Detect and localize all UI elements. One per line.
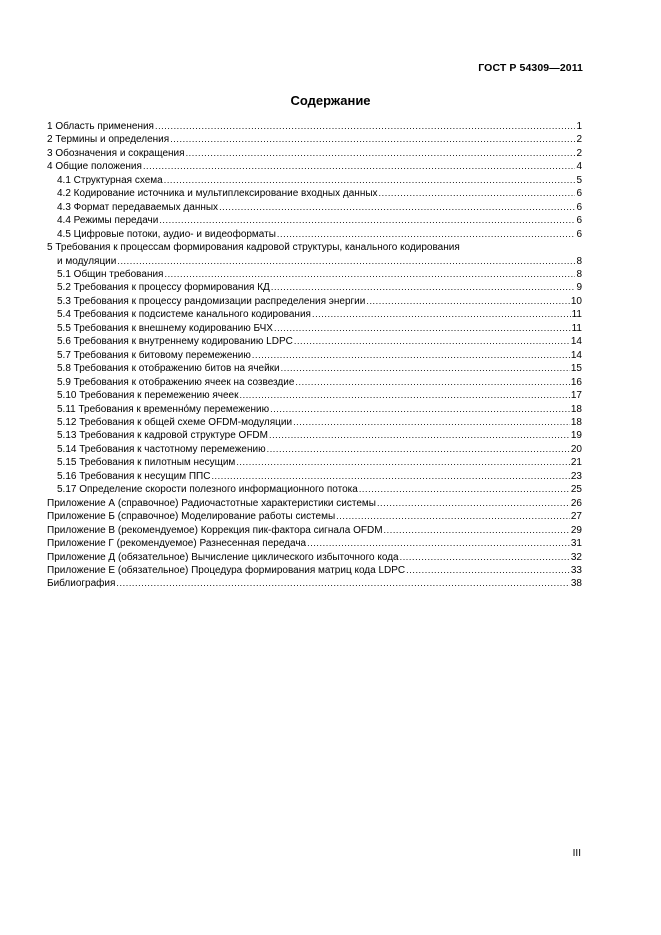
toc-entry-page: 10 — [570, 295, 582, 307]
toc-leader-dots — [359, 483, 570, 496]
toc-entry[interactable] — [47, 255, 582, 268]
toc-entry-title: 5.13 Требования к кадровой структуре OFDM — [57, 430, 268, 442]
toc-entry[interactable] — [47, 443, 582, 456]
toc-entry-page: 2 — [576, 134, 582, 146]
toc-entry-page: 6 — [576, 201, 582, 213]
toc-leader-dots — [219, 201, 575, 214]
toc-leader-dots — [270, 403, 570, 416]
toc-entry-page: 18 — [570, 403, 582, 415]
toc-entry-page: 38 — [570, 578, 582, 590]
toc-entry[interactable] — [47, 308, 582, 321]
toc-entry[interactable] — [47, 510, 582, 523]
toc-entry[interactable] — [47, 456, 582, 469]
toc-entry-page: 20 — [570, 443, 582, 455]
toc-entry-title: 4 Общие положения — [47, 161, 142, 173]
toc-entry[interactable] — [47, 201, 582, 214]
toc-entry[interactable] — [47, 174, 582, 187]
toc-entry-page: 16 — [570, 376, 582, 388]
toc-entry-page: 11 — [571, 309, 582, 321]
toc-entry-page: 14 — [570, 336, 582, 348]
toc-entry-page: 25 — [570, 484, 582, 496]
toc-leader-dots — [164, 268, 575, 281]
toc-entry[interactable] — [47, 524, 582, 537]
toc-entry-page: 14 — [570, 349, 582, 361]
toc-entry[interactable] — [47, 133, 582, 146]
toc-entry-page: 31 — [570, 538, 582, 550]
toc-entry[interactable] — [47, 564, 582, 577]
toc-title: Содержание — [290, 93, 371, 108]
toc-entry[interactable] — [47, 241, 582, 254]
toc-leader-dots — [277, 228, 575, 241]
toc-entry-title: 5.10 Требования к перемежению ячеек — [57, 390, 239, 402]
toc-entry-title: 5.16 Требования к несущим ППС — [57, 470, 211, 482]
toc-entry[interactable] — [47, 335, 582, 348]
toc-entry-page: 19 — [570, 430, 582, 442]
toc-entry-page: 6 — [576, 188, 582, 200]
toc-leader-dots — [274, 322, 571, 335]
toc-entry[interactable] — [47, 537, 582, 550]
toc-entry-title: 1 Область применения — [47, 121, 154, 132]
toc-entry-title: 5.5 Требования к внешнему кодированию БЧХ — [57, 322, 273, 334]
toc-entry[interactable] — [47, 214, 582, 227]
toc-leader-dots — [170, 133, 575, 146]
toc-entry-title: 5.15 Требования к пилотным несущим — [57, 457, 236, 469]
toc-entry-title: Приложение Д (обязательное) Вычисление циклического избыточного кода — [47, 551, 399, 563]
toc-leader-dots — [384, 524, 570, 537]
toc-entry-title: 4.5 Цифровые потоки, аудио- и видеоформаты — [57, 228, 276, 240]
toc-entry[interactable] — [47, 147, 582, 160]
page-number: III — [572, 848, 581, 859]
toc-entry-page: 15 — [570, 363, 582, 375]
toc-entry-page: 21 — [570, 457, 582, 469]
toc-entry-title: 5.12 Требования к общей схеме OFDM-модуляции — [57, 416, 293, 428]
toc-entry-page: 11 — [571, 322, 582, 334]
toc-leader-dots — [400, 551, 570, 564]
toc-leader-dots — [281, 362, 570, 375]
toc-entry-title: 3 Обозначения и сокращения — [47, 147, 185, 159]
toc-entry-title: и модуляции — [57, 255, 117, 267]
toc-entry-title: 5 Требования к процессам формирования кадровой структуры, канального кодирования — [47, 242, 460, 254]
toc-leader-dots — [211, 470, 569, 483]
toc-entry-title: 5.14 Требования к частотному перемежению — [57, 443, 266, 455]
toc-entry[interactable] — [47, 160, 582, 173]
toc-entry-page: 27 — [570, 511, 582, 523]
toc-entry[interactable] — [47, 577, 582, 590]
toc-leader-dots — [406, 564, 570, 577]
toc-entry-title: 5.6 Требования к внутреннему кодированию LDPC — [57, 336, 293, 348]
toc-entry[interactable] — [47, 470, 582, 483]
toc-leader-dots — [155, 120, 575, 133]
toc-entry-title: Приложение Б (справочное) Моделирование работы системы — [47, 511, 336, 523]
toc-leader-dots — [366, 295, 570, 308]
toc-entry[interactable] — [47, 551, 582, 564]
toc-leader-dots — [271, 281, 575, 294]
toc-entry-page: 6 — [576, 215, 582, 227]
toc-leader-dots — [252, 349, 570, 362]
toc-leader-dots — [295, 376, 569, 389]
toc-leader-dots — [240, 389, 570, 402]
toc-entry[interactable] — [47, 429, 582, 442]
toc-entry-title: 5.1 Общин требования — [57, 268, 164, 280]
toc-entry-title: 5.17 Определение скорости полезного информационного потока — [57, 484, 358, 496]
toc-entry-title: Приложение Г (рекомендуемое) Разнесенная передача — [47, 538, 307, 550]
toc-entry[interactable] — [47, 376, 582, 389]
toc-entry[interactable] — [47, 322, 582, 335]
toc-entry-title: 5.4 Требования к подсистеме канального кодирования — [57, 309, 311, 321]
toc-leader-dots — [159, 214, 575, 227]
toc-leader-dots — [116, 577, 569, 590]
toc-entry-title: 5.8 Требования к отображению битов на ячейки — [57, 363, 280, 375]
toc-entry[interactable] — [47, 497, 582, 510]
toc-entry-page: 23 — [570, 470, 582, 482]
toc-entry[interactable] — [47, 416, 582, 429]
toc-entry-title: Приложение Е (обязательное) Процедура формирования матриц кода LDPC — [47, 564, 406, 576]
toc-leader-dots — [186, 147, 575, 160]
toc-entry[interactable] — [47, 389, 582, 402]
toc-entry-page: 18 — [570, 416, 582, 428]
toc-entry[interactable] — [47, 483, 582, 496]
toc-entry-page: 8 — [576, 255, 582, 267]
toc-entry-title: 5.3 Требования к процессу рандомизации распределения энергии — [57, 295, 366, 307]
toc-entry-page: 26 — [570, 497, 582, 509]
toc-leader-dots — [117, 255, 575, 268]
toc-entry-title: 5.11 Требования к временно́му перемежению — [57, 403, 270, 415]
toc-entry-title: Приложение А (справочное) Радиочастотные характеристики системы — [47, 497, 376, 509]
toc-entry-page: 17 — [570, 390, 582, 402]
toc-entry[interactable] — [47, 120, 582, 133]
toc-entry-page: 5 — [576, 174, 582, 186]
toc-leader-dots — [164, 174, 575, 187]
toc-entry-page: 29 — [570, 524, 582, 536]
toc-entry-title: 5.9 Требования к отображению ячеек на созвездие — [57, 376, 295, 388]
toc-entry-page: 32 — [570, 551, 582, 563]
toc-entry-page: 2 — [576, 147, 582, 159]
toc-entry-title: Приложение В (рекомендуемое) Коррекция пик-фактора сигнала OFDM — [47, 524, 383, 536]
toc-entry-page: 8 — [576, 268, 582, 280]
toc-entry-page: 6 — [576, 228, 582, 240]
toc-entry-title: 4.2 Кодирование источника и мультиплексирование входных данных — [57, 188, 378, 200]
toc-entry[interactable] — [47, 268, 582, 281]
toc-leader-dots — [294, 335, 570, 348]
toc-entry-title: 4.1 Структурная схема — [57, 174, 163, 186]
toc-entry-title: 4.3 Формат передаваемых данных — [57, 201, 219, 213]
toc-entry[interactable] — [47, 295, 582, 308]
toc-leader-dots — [267, 443, 570, 456]
table-of-contents — [47, 120, 582, 591]
toc-entry[interactable] — [47, 403, 582, 416]
toc-leader-dots — [312, 308, 571, 321]
toc-entry-page: 33 — [570, 564, 582, 576]
toc-entry-page: 4 — [576, 161, 582, 173]
toc-leader-dots — [236, 456, 570, 469]
toc-leader-dots — [307, 537, 570, 550]
toc-entry[interactable] — [47, 281, 582, 294]
toc-entry-title: 2 Термины и определения — [47, 134, 170, 146]
toc-entry-page: 9 — [576, 282, 582, 294]
toc-leader-dots — [379, 187, 575, 200]
toc-leader-dots — [143, 160, 575, 173]
toc-entry-page: 1 — [576, 121, 582, 132]
toc-entry[interactable] — [47, 228, 582, 241]
toc-entry-title: 4.4 Режимы передачи — [57, 215, 159, 227]
toc-entry-title: 5.7 Требования к битовому перемежению — [57, 349, 251, 361]
toc-leader-dots — [336, 510, 570, 523]
toc-entry-title: 5.2 Требования к процессу формирования КД — [57, 282, 270, 294]
toc-leader-dots — [269, 429, 570, 442]
toc-leader-dots — [377, 497, 570, 510]
toc-entry[interactable] — [47, 362, 582, 375]
toc-leader-dots — [293, 416, 570, 429]
document-code: ГОСТ Р 54309—2011 — [478, 62, 583, 74]
toc-entry-title: Библиография — [47, 578, 116, 590]
toc-entry[interactable] — [47, 187, 582, 200]
toc-entry[interactable] — [47, 349, 582, 362]
